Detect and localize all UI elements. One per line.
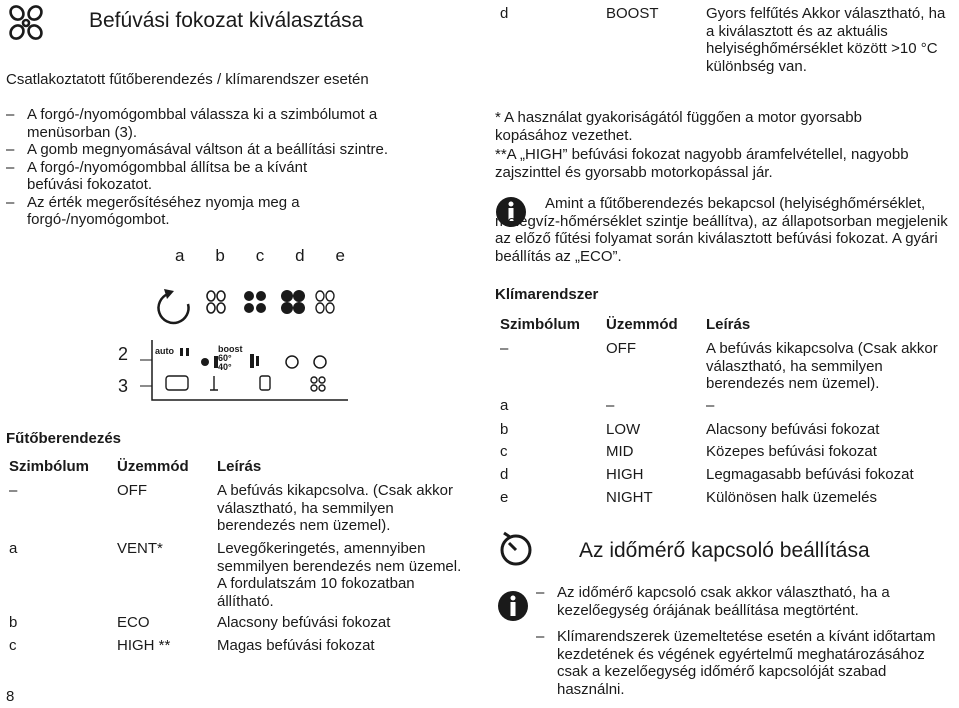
table-row <box>9 614 469 632</box>
row-symbol: c <box>500 443 508 460</box>
column-header: Szimbólum <box>500 316 581 333</box>
section-title: Befúvási fokozat kiválasztása <box>89 9 364 32</box>
column-header: Leírás <box>706 316 751 333</box>
panel-drawing <box>110 276 360 410</box>
panel-40-label: 40° <box>218 362 232 372</box>
row-mode: LOW <box>606 421 641 438</box>
row-symbol: d <box>500 5 509 22</box>
footnote-2: **A „HIGH” befúvási fokozat nagyobb áramfelvétellel, nagyobb zajszinttel és gyorsabb motorkopással jár. <box>495 146 909 181</box>
timer-title: Az időmérő kapcsoló beállítása <box>579 539 870 562</box>
row-mode: OFF <box>117 482 147 499</box>
row-symbol: d <box>500 466 509 483</box>
row-desc: Alacsony befúvási fokozat <box>706 421 880 438</box>
timer-icon <box>496 528 536 568</box>
row-desc: – <box>706 397 715 414</box>
table-row <box>9 482 469 537</box>
fan-icon <box>4 2 48 44</box>
row-mode: OFF <box>606 340 636 357</box>
panel-mode-icons <box>180 348 326 368</box>
step-item: – Az érték megerősítéséhez nyomja meg a forgó-/nyomógombot. <box>6 194 327 229</box>
row-mode: NIGHT <box>606 489 653 506</box>
timer-note: – Klímarendszerek üzemeltetése esetén a kívánt időtartam kezdetének és végének egyértelmű meghatározásához csak a kezelőegység időmérő kapcsolóját szabad használni. <box>536 628 946 698</box>
fan-letter: b <box>215 246 225 265</box>
column-header: Üzemmód <box>117 458 189 475</box>
row-desc: Különösen halk üzemelés <box>706 489 877 506</box>
row-desc: Legmagasabb befúvási fokozat <box>706 466 914 483</box>
row-symbol: e <box>500 489 509 506</box>
fan-letter: a <box>175 246 185 265</box>
column-header: Üzemmód <box>606 316 678 333</box>
step-item: – A forgó-/nyomógombbal válassza ki a szimbólumot a menüsorban (3). <box>6 106 416 141</box>
fan-high-icon <box>281 290 305 314</box>
table-row <box>9 540 469 612</box>
row-symbol: b <box>9 614 18 631</box>
rotate-icon <box>159 289 189 323</box>
fan-letter: e <box>335 246 345 265</box>
row-desc: A befúvás kikapcsolva. (Csak akkor választható, ha semmilyen berendezés nem üzemel). <box>217 482 453 534</box>
row-mode: BOOST <box>606 5 659 22</box>
panel-60-label: 60° <box>218 353 232 363</box>
fan-low-icon <box>207 291 225 313</box>
step-item: – A gomb megnyomásával váltson át a beállítási szintre. <box>6 141 416 159</box>
fan-night-icon <box>316 291 334 313</box>
row-desc: Gyors felfűtés Akkor választható, ha a kiválasztott és az aktuális helyiséghőmérséklet között >10 °C különbség van. <box>706 5 946 75</box>
row-mode: MID <box>606 443 634 460</box>
fan-mid-icon <box>244 291 266 313</box>
row-symbol: b <box>500 421 509 438</box>
column-header: Leírás <box>217 458 262 475</box>
info-note: Amint a fűtőberendezés bekapcsol (helyiséghőmérséklet, melegvíz-hőmérséklet szintje beállítva), az állapotsorban megjelenik az előző fűtési folyamat során kiválasztott befúvási fokozat. A gyári beállítás az „ECO”. <box>495 195 948 265</box>
control-panel-figure <box>110 240 360 410</box>
row-symbol: – <box>9 482 18 499</box>
row-desc: A befúvás kikapcsolva (Csak akkor választható, ha semmilyen berendezés nem üzemel). <box>706 340 938 392</box>
callout-3: 3 <box>118 376 129 396</box>
row-mode: HIGH ** <box>117 637 171 654</box>
row-symbol: c <box>9 637 17 654</box>
row-mode: ECO <box>117 614 150 631</box>
row-mode: VENT* <box>117 540 163 557</box>
row-symbol: a <box>9 540 18 557</box>
heater-heading: Fűtőberendezés <box>6 430 122 447</box>
step-list <box>6 106 416 229</box>
table-row <box>500 421 955 439</box>
table-row <box>500 5 955 95</box>
row-desc: Magas befúvási fokozat <box>217 637 375 654</box>
panel-auto-label: auto <box>155 346 174 356</box>
table-row <box>500 397 955 415</box>
callout-2: 2 <box>118 344 129 364</box>
row-desc: Alacsony befúvási fokozat <box>217 614 391 631</box>
timer-note: – Az időmérő kapcsoló csak akkor választható, ha a kezelőegység órájának beállítása megtörtént. <box>536 584 946 619</box>
table-row <box>500 443 955 461</box>
row-desc: Közepes befúvási fokozat <box>706 443 877 460</box>
fan-letter: d <box>295 246 305 265</box>
table-row <box>500 466 955 484</box>
row-symbol: – <box>500 340 509 357</box>
heater-table-header <box>9 458 449 476</box>
row-symbol: a <box>500 397 509 414</box>
section-subtitle: Csatlakoztatott fűtőberendezés / klímarendszer esetén <box>6 71 369 88</box>
table-row <box>500 340 955 395</box>
info-icon <box>497 590 529 622</box>
table-row <box>500 489 955 507</box>
panel-boost-label: boost <box>218 344 243 354</box>
aircon-table-header <box>500 316 950 334</box>
timer-notes <box>536 584 946 698</box>
panel-status-icons <box>166 376 325 391</box>
step-item: – A forgó-/nyomógombbal állítsa be a kívánt befúvási fokozatot. <box>6 159 327 194</box>
footnote-1: * A használat gyakoriságától függően a motor gyorsabb kopásához vezethet. <box>495 109 862 144</box>
column-header: Szimbólum <box>9 458 90 475</box>
aircon-heading: Klímarendszer <box>495 286 599 303</box>
row-mode: – <box>606 397 615 414</box>
page-number: 8 <box>6 688 15 705</box>
row-desc: Levegőkeringetés, amennyiben semmilyen berendezés nem üzemel. A fordulatszám 10 fokozatban állítható. <box>217 540 462 610</box>
row-mode: HIGH <box>606 466 644 483</box>
fan-letter-row <box>175 246 345 266</box>
table-row <box>9 637 469 655</box>
fan-letter: c <box>255 246 265 265</box>
